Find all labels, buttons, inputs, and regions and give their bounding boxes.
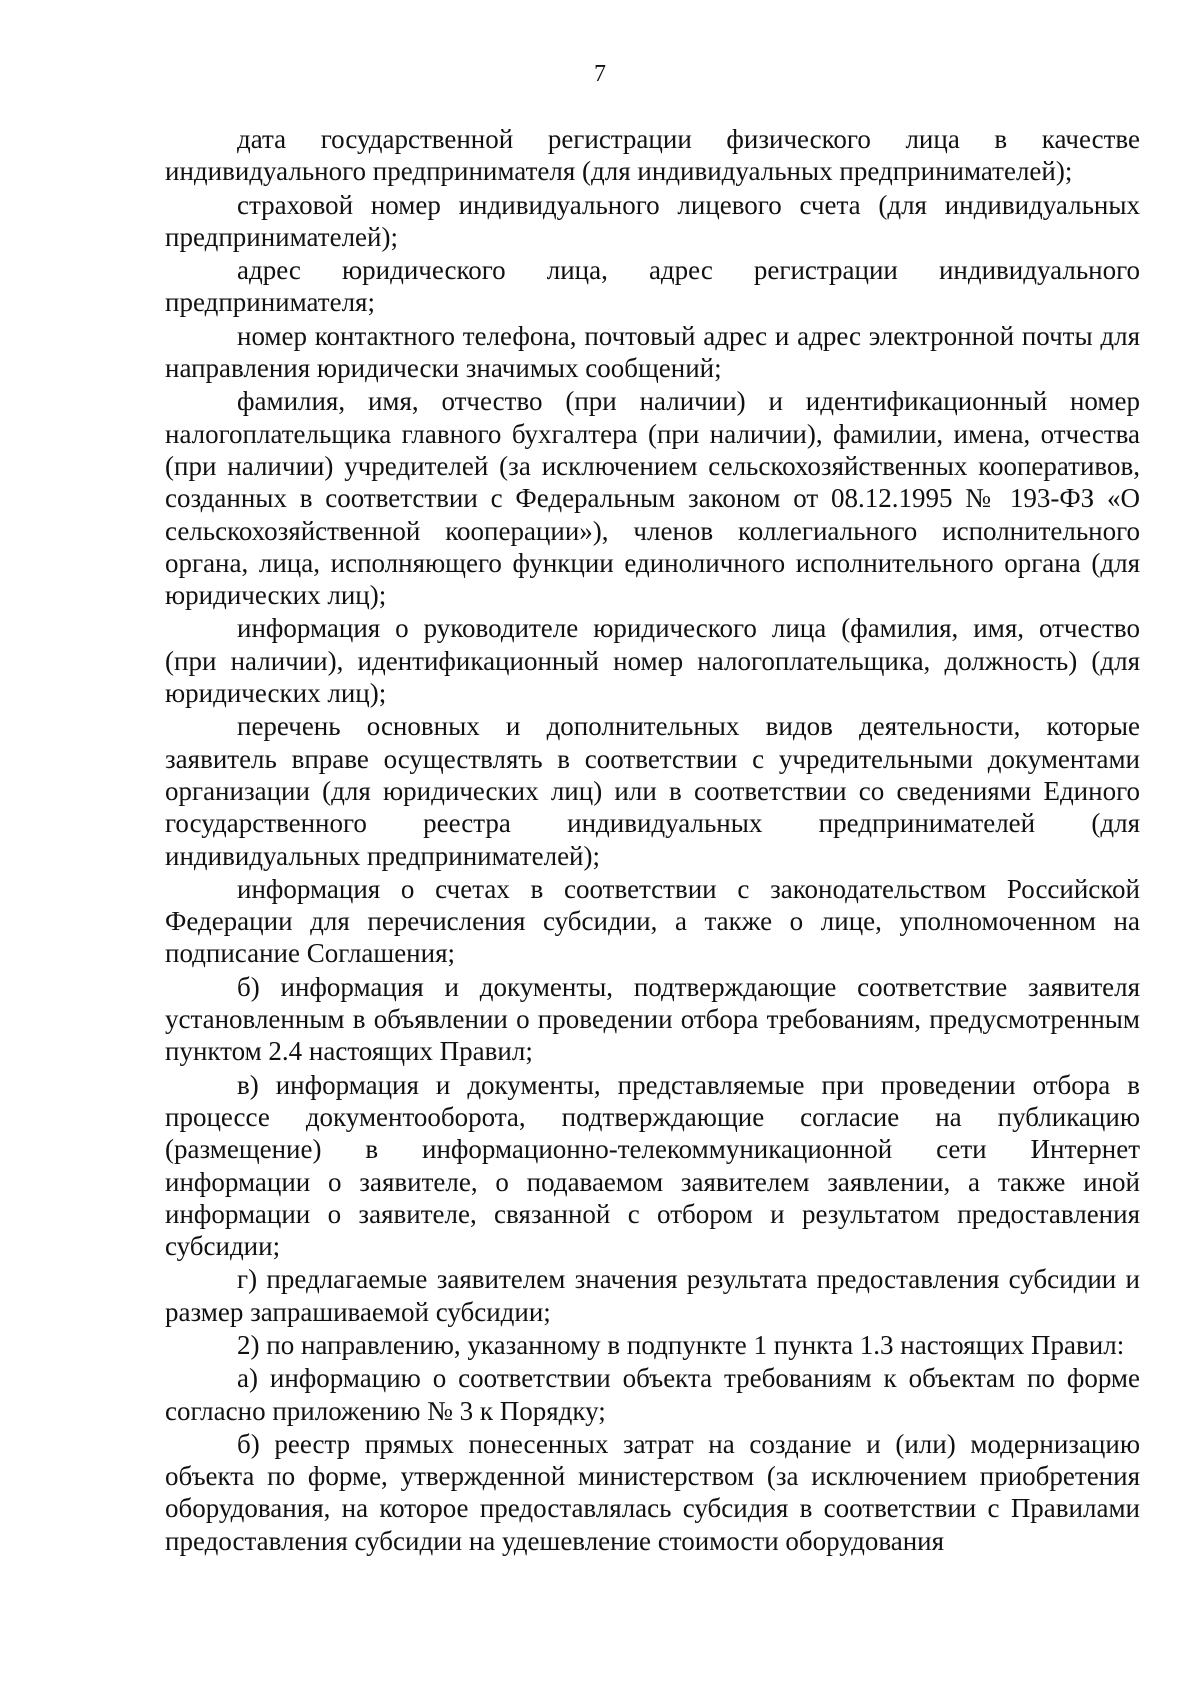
paragraph-item-b-requirements: б) информация и документы, подтверждающие соответствие заявителя установленным в объявлении о проведении отбора требованиям, предусмотренным пунктом 2.4 настоящих Правил; [165,971,1140,1067]
paragraph-activities: перечень основных и дополнительных видов деятельности, которые заявитель вправе осуществлять в соответствии с учредительными документами организации (для юридических лиц) или в соответствии со сведениями Единого государственного реестра индивидуальных предпринимателей (для индивидуальных предпринимателей); [165,711,1140,871]
paragraph-item-2-direction: 2) по направлению, указанному в подпункте 1 пункта 1.3 настоящих Правил: [237,1329,1125,1360]
paragraph-address: адрес юридического лица, адрес регистрации индивидуального предпринимателя; [165,255,1140,318]
paragraph-item-v-consent: в) информация и документы, представляемые при проведении отбора в процессе документооборота, подтверждающие согласие на публикацию (размещение) в информационно-телекоммуникационной сети Интернет информации о заявителе, о подаваемом заявителем заявлении, а также иной информации о заявителе, связанной с отбором и результатом предоставления субсидии; [165,1069,1140,1262]
paragraph-item-a-object-info: а) информацию о соответствии объекта требованиям к объектам по форме согласно приложению № 3 к Порядку; [165,1363,1140,1426]
paragraph-accountant-founders: фамилия, имя, отчество (при наличии) и идентификационный номер налогоплательщика главного бухгалтера (при наличии), фамилии, имена, отчества (при наличии) учредителей (за исключением сельскохозяйственных кооперативов, созданных в соответствии с Федеральным законом от 08.12.1995 № 193-ФЗ «О сельскохозяйственной кооперации»), членов коллегиального исполнительного органа, лица, исполняющего функции единоличного исполнительного органа (для юридических лиц); [165,386,1140,611]
paragraph-item-g-values: г) предлагаемые заявителем значения результата предоставления субсидии и размер запрашиваемой субсидии; [165,1264,1140,1327]
document-body [165,123,1140,1558]
paragraph-registration-date: дата государственной регистрации физического лица в качестве индивидуального предпринимателя (для индивидуальных предпринимателей); [165,124,1140,187]
page-number: 7 [594,61,606,87]
paragraph-head-info: информация о руководителе юридического лица (фамилия, имя, отчество (при наличии), идентификационный номер налогоплательщика, должность) (для юридических лиц); [165,613,1140,709]
paragraph-contact-phone: номер контактного телефона, почтовый адрес и адрес электронной почты для направления юридически значимых сообщений; [165,320,1140,384]
paragraph-insurance-number: страховой номер индивидуального лицевого счета (для индивидуальных предпринимателей); [165,189,1140,252]
paragraph-item-b-cost-register: б) реестр прямых понесенных затрат на создание и (или) модернизацию объекта по форме, утвержденной министерством (за исключением приобретения оборудования, на которое предоставлялась субсидия в соответствии с Правилами предоставления субсидии на удешевление стоимости оборудования [165,1428,1140,1556]
paragraph-accounts: информация о счетах в соответствии с законодательством Российской Федерации для перечисления субсидии, а также о лице, уполномоченном на подписание Соглашения; [165,873,1140,969]
